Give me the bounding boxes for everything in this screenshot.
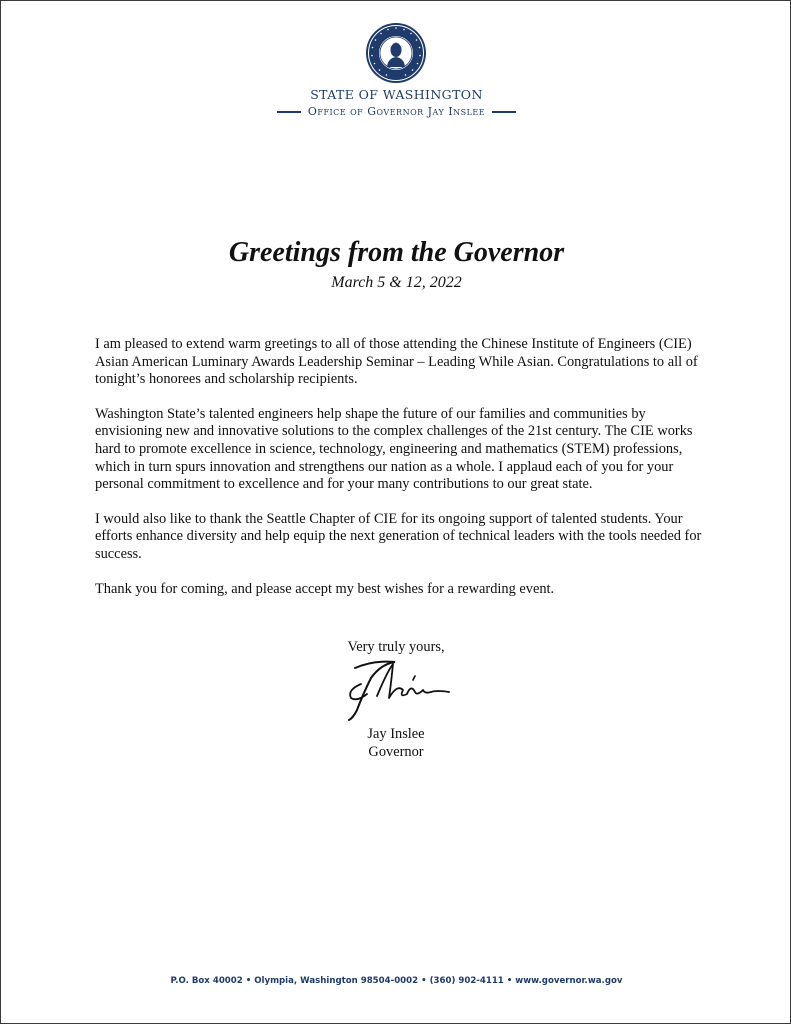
document-title: Greetings from the Governor	[228, 237, 565, 268]
letterhead-office: Office of Governor Jay Inslee	[307, 105, 486, 118]
signer-name: Jay Inslee	[367, 726, 425, 742]
letterhead-rule-left	[277, 111, 301, 113]
document-date: March 5 & 12, 2022	[331, 274, 462, 291]
state-seal-logo	[365, 22, 427, 84]
letterhead-office-row	[1, 105, 791, 118]
body-paragraph: I am pleased to extend warm greetings to all of those attending the Chinese Institute of Engineers (CIE) Asian American Luminary Awards Leadership Seminar – Leading While Asian. Congratulations to all of tonight’s honorees and scholarship recipients.	[95, 336, 698, 388]
footer-address: P.O. Box 40002 • Olympia, Washington 98504-0002 • (360) 902-4111 • www.governor.wa.gov	[170, 976, 623, 986]
body-paragraph: Washington State’s talented engineers help shape the future of our families and communities by envisioning new and innovative solutions to the complex challenges of the 21st century. The CIE works hard to promote excellence in science, technology, engineering and mathematics (STEM) professions, which in turn spurs innovation and strengthens our nation as a whole. I applaud each of you for your personal commitment to excellence and for your many contributions to our great state.	[95, 405, 693, 493]
letter-body	[95, 336, 705, 615]
body-paragraph: Thank you for coming, and please accept my best wishes for a rewarding event.	[95, 580, 555, 597]
letterhead-state: STATE OF WASHINGTON	[310, 87, 483, 102]
body-paragraph: I would also like to thank the Seattle Chapter of CIE for its ongoing support of talented students. Your efforts enhance diversity and help equip the next generation of technical leaders with the tools needed for success.	[95, 510, 702, 562]
handwritten-signature	[337, 654, 461, 724]
letterhead-rule-right	[492, 111, 516, 113]
valediction: Very truly yours,	[347, 639, 445, 655]
signer-title: Governor	[368, 744, 424, 760]
